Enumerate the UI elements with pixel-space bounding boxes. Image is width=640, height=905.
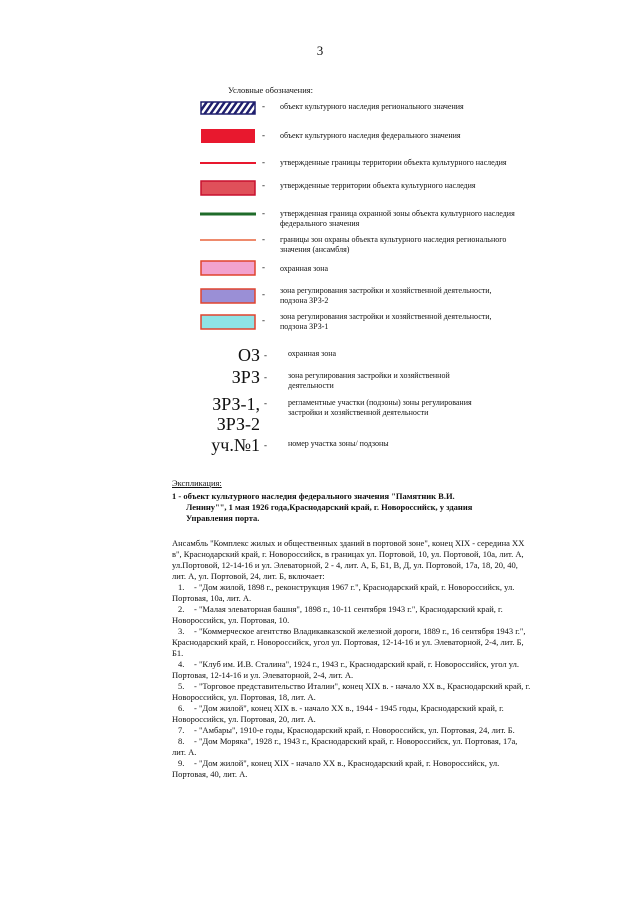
red-line-icon	[200, 158, 256, 168]
abbreviation-dash: -	[264, 350, 267, 360]
ensemble-item-number: 3.	[178, 626, 185, 636]
abbreviation-dash: -	[264, 440, 267, 450]
ensemble-item	[172, 582, 532, 604]
abbreviation-code: ОЗ	[237, 345, 260, 365]
ensemble-item-text: - "Дом Моряка", 1928 г., 1943 г., Краснодарский край, г. Новороссийск, ул. Портовая, 17а, лит. А.	[172, 736, 518, 757]
ensemble-item-text: - "Торговое представительство Италии", конец XIX в. - начало XX в., Краснодарский край, г. Новороссийск, ул. Портовая, 18, лит. А.	[172, 681, 531, 702]
hatched-swatch-icon	[200, 101, 256, 115]
abbreviation-code-line: ЗРЗ-2	[216, 414, 260, 434]
legend-item-label: охранная зона	[280, 264, 329, 273]
ensemble-description: Ансамбль "Комплекс жилых и общественных зданий в портовой зоне", конец XIX - середина XX в", Краснодарский край, г. Новороссийск, в границах ул. Портовой, 10, ул. Портовой, 10а, лит. А, ул.Портовой, 12-14-16 и ул. Элеваторной, 2 - 4, лит. А, Б, Б1, В, Д, ул. Портовой, 17а, 18, 20, 40, лит. А, ул. Портовой, 24, лит. Б, включает:	[172, 538, 525, 581]
ensemble-item-number: 7.	[178, 725, 185, 735]
abbreviation-text: зона регулирования застройки и хозяйственной деятельности	[288, 371, 450, 390]
ensemble-item-number: 9.	[178, 758, 185, 768]
ensemble-item-text: - "Дом жилой", конец XIX в. - начало XX в., 1944 - 1945 годы, Краснодарский край, г. Новороссийск, ул. Портовая, 20, лит. А.	[172, 703, 504, 724]
explication-title: Экспликация:	[172, 478, 222, 488]
legend-item-zrz-1	[200, 312, 530, 336]
abbreviation-dash: -	[264, 398, 267, 408]
ensemble-item-text: - "Дом жилой, 1898 г., реконструкция 1967 г.", Краснодарский край, г. Новороссийск, ул. Портовая, 10а, лит. А.	[172, 582, 515, 603]
explication-object-line: - объект культурного наследия федерального значения "Памятник В.И.	[178, 491, 455, 501]
legend-dash: -	[262, 289, 265, 299]
ensemble-item	[172, 725, 532, 736]
abbreviation-code	[200, 394, 260, 434]
legend-item-label: утвержденная граница охранной зоны объекта культурного наследия федерального значения	[280, 209, 515, 228]
abbreviation-text: регламентные участки (подзоны) зоны регулирования застройки и хозяйственной деятельности	[288, 398, 472, 417]
ensemble-item	[172, 604, 532, 626]
legend-title: Условные обозначения:	[228, 85, 314, 95]
ensemble-item-text: - "Клуб им. И.В. Сталина", 1924 г., 1943 г., Краснодарский край, г. Новороссийск, угол ул. Портовая, 12-14-16 и ул. Элеваторной, 2-4, лит. А.	[172, 659, 519, 680]
explication-object-line: Ленину"", 1 мая 1926 года,Краснодарский край, г. Новороссийск, у здания	[186, 502, 473, 512]
ensemble-item	[172, 659, 532, 681]
legend-item-label: зона регулирования застройки и хозяйственной деятельности, подзона ЗРЗ-2	[280, 286, 492, 305]
ensemble-item-number: 2.	[178, 604, 185, 614]
ensemble-item-number: 4.	[178, 659, 185, 669]
legend-dash: -	[262, 130, 265, 140]
explication-object-number: 1	[172, 491, 177, 501]
legend-item-label: объект культурного наследия регионального значения	[280, 102, 464, 111]
legend-dash: -	[262, 262, 265, 272]
abbreviation-plot-number	[200, 436, 530, 458]
legend-item-label: утвержденные территории объекта культурного наследия	[280, 181, 476, 190]
legend-item-protection-zone	[200, 260, 530, 284]
legend	[200, 100, 530, 331]
ensemble-items	[172, 582, 532, 780]
ensemble-item	[172, 681, 532, 703]
abbreviation-code-line: ЗРЗ-1,	[212, 394, 260, 414]
abbreviation-zrz	[200, 368, 530, 390]
legend-item-territory	[200, 180, 530, 204]
ensemble-item-number: 5.	[178, 681, 185, 691]
abbreviation-text: охранная зона	[288, 349, 337, 358]
legend-item-label: утвержденные границы территории объекта культурного наследия	[280, 158, 507, 167]
ensemble-item	[172, 626, 532, 659]
purple-zone-swatch-icon	[200, 288, 256, 304]
legend-dash: -	[262, 180, 265, 190]
ensemble-item-text: - "Коммерческое агентство Владикавказской железной дороги, 1889 г., 16 сентября 1943 г.", Краснодарский край, г. Новороссийск, угол ул. Портовая, 12-14-16 и ул. Элеваторной, 2-4, лит. Б, Б1.	[172, 626, 526, 658]
explication	[172, 478, 532, 780]
legend-dash: -	[262, 234, 265, 244]
explication-object-line: Управления порта.	[186, 513, 260, 523]
abbreviation-oz	[200, 346, 530, 368]
legend-dash: -	[262, 101, 265, 111]
ensemble-item	[172, 736, 532, 758]
abbreviation-dash: -	[264, 372, 267, 382]
ensemble-item	[172, 703, 532, 725]
legend-item-territory-border	[200, 156, 530, 180]
cyan-zone-swatch-icon	[200, 314, 256, 330]
ensemble-item-text: - "Амбары", 1910-е годы, Краснодарский край, г. Новороссийск, ул. Портовая, 24, лит. Б.	[194, 725, 515, 735]
abbreviation-zrz-subzones	[200, 394, 530, 434]
ensemble-item-number: 1.	[178, 582, 185, 592]
abbreviation-text: номер участка зоны/ подзоны	[288, 439, 389, 448]
legend-item-label: границы зон охраны объекта культурного наследия регионального значения (ансамбля)	[280, 235, 507, 254]
legend-item-label: объект культурного наследия федерального значения	[280, 131, 461, 140]
green-line-icon	[200, 209, 256, 219]
legend-item-label: зона регулирования застройки и хозяйственной деятельности, подзона ЗРЗ-1	[280, 312, 492, 331]
ensemble-item-text: - "Малая элеваторная башня", 1898 г., 10-11 сентября 1943 г.", Краснодарский край, г. Новороссийск, ул. Портовая, 10.	[172, 604, 503, 625]
legend-item-protection-border-regional	[200, 234, 530, 258]
ensemble-item-number: 8.	[178, 736, 185, 746]
pink-zone-swatch-icon	[200, 260, 256, 276]
legend-item-federal-heritage	[200, 128, 530, 152]
legend-item-zrz-2	[200, 286, 530, 310]
page-number: 3	[316, 43, 324, 58]
legend-item-protection-border-federal	[200, 208, 530, 232]
red-area-swatch-icon	[200, 180, 256, 196]
orange-line-icon	[200, 235, 256, 245]
ensemble-item	[172, 758, 532, 780]
abbreviation-code: уч.№1	[211, 435, 260, 455]
legend-item-regional-heritage	[200, 100, 530, 124]
legend-dash: -	[262, 157, 265, 167]
legend-dash: -	[262, 315, 265, 325]
ensemble-item-number: 6.	[178, 703, 185, 713]
red-fill-swatch-icon	[200, 128, 256, 144]
abbreviation-code: ЗРЗ	[231, 367, 260, 387]
legend-dash: -	[262, 208, 265, 218]
explication-object	[172, 491, 532, 524]
ensemble-item-text: - "Дом жилой", конец XIX - начало XX в., Краснодарский край, г. Новороссийск, ул. Портовая, 40, лит. А.	[172, 758, 500, 779]
